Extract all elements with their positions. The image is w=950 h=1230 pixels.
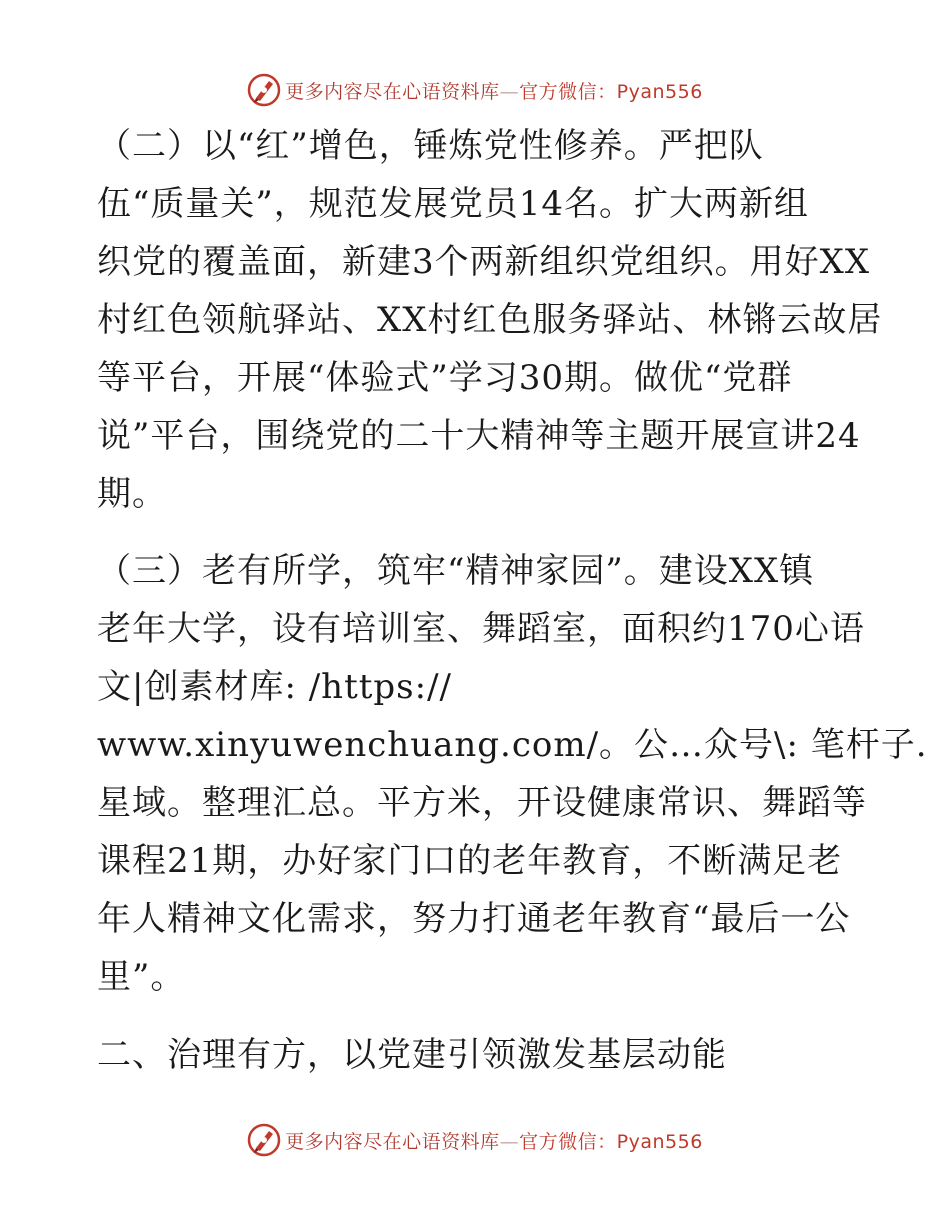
paragraph-elderly-learning [97,542,928,1006]
banner-brand-text: 更多内容尽在心语资料库 [285,1130,500,1153]
paragraph-red-party-building [97,117,883,523]
banner-brand-text: 更多内容尽在心语资料库 [285,80,500,103]
text-line: 星域。整理汇总。平方米，开设健康常识、舞蹈等 [97,783,867,823]
section-heading-text: 二、治理有方，以党建引领激发基层动能 [97,1035,727,1075]
text-line: 村红色领航驿站、XX村红色服务驿站、林锵云故居 [97,300,883,340]
text-line: （二）以“红”增色，锤炼党性修养。严把队 [97,126,764,166]
text-line: 里”。 [97,957,186,997]
text-line: 期。 [97,474,167,514]
text-line: 伍“质量关”，规范发展党员14名。扩大两新组 [97,184,810,224]
banner-dash: — [499,80,520,103]
section-heading-governance [97,1026,857,1084]
text-line: www.xinyuwenchuang.com/。公…众号\: 笔杆子. [97,725,928,765]
text-line: 年人精神文化需求，努力打通老年教育“最后一公 [97,899,851,939]
banner-dash: — [499,1130,520,1153]
text-line: （三）老有所学，筑牢“精神家园”。建设XX镇 [97,551,815,591]
text-line: 文|创素材库: /https:// [97,667,452,707]
text-line: 课程21期，办好家门口的老年教育，不断满足老 [97,841,843,881]
text-line: 说”平台，围绕党的二十大精神等主题开展宣讲24 [97,416,861,456]
banner-wechat-handle: 官方微信：Pyan556 [519,80,703,103]
pen-logo-icon [247,73,281,107]
banner-wechat-handle: 官方微信：Pyan556 [519,1130,703,1153]
text-line: 等平台，开展“体验式”学习30期。做优“党群 [97,358,793,398]
text-line: 织党的覆盖面，新建3个两新组织党组织。用好XX [97,242,871,282]
text-line: 老年大学，设有培训室、舞蹈室，面积约170心语 [97,609,865,649]
header-watermark-banner [0,70,950,110]
pen-logo-icon [247,1123,281,1157]
footer-watermark-banner [0,1120,950,1160]
